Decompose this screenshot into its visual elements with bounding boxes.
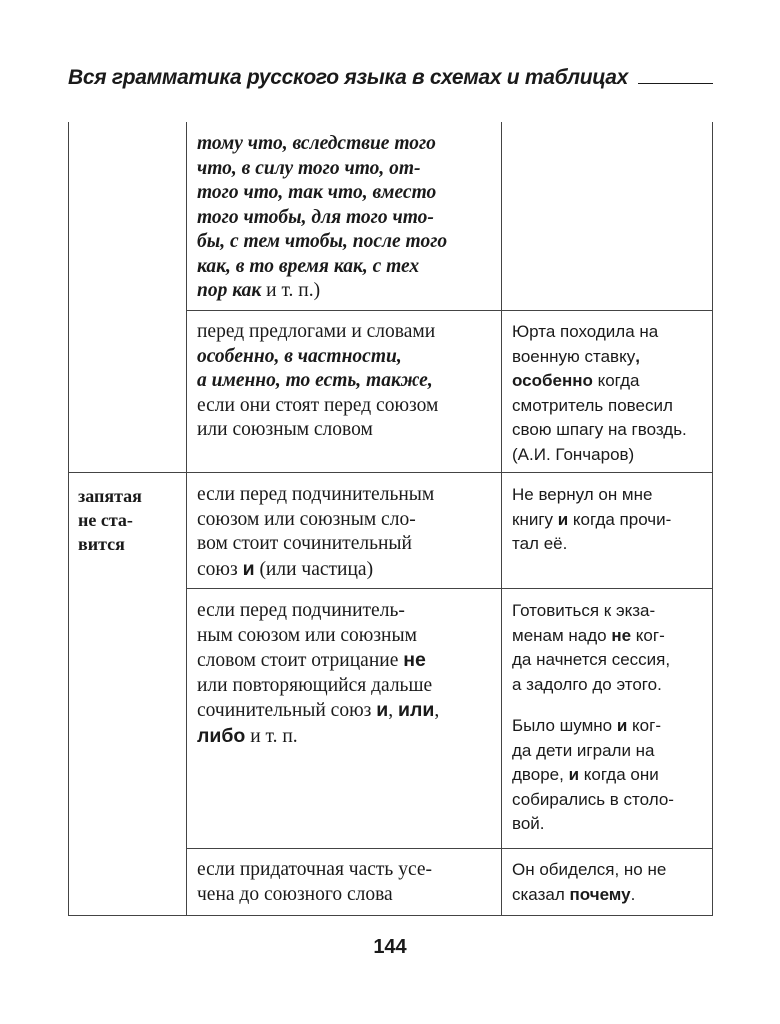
example-cell xyxy=(512,320,710,467)
example-cell xyxy=(512,858,710,907)
rule-line: или союзным словом xyxy=(197,419,373,440)
rule-text: не xyxy=(403,649,426,671)
example-text: , xyxy=(635,346,640,366)
example-text: особенно xyxy=(512,371,593,390)
rule-text: или xyxy=(397,699,435,721)
grammar-table xyxy=(68,122,713,916)
example-text: ког- xyxy=(631,625,665,645)
section-label-line: не ста- xyxy=(78,510,133,530)
example-line xyxy=(512,714,710,739)
example-cell xyxy=(512,599,710,837)
example-text: ког- xyxy=(627,716,661,735)
example-text: менам надо xyxy=(512,625,612,645)
example-line xyxy=(512,624,710,649)
example-line: да начнется сессия, xyxy=(512,650,671,669)
example-cell xyxy=(512,483,710,557)
example-line: собирались в столо- xyxy=(512,789,674,809)
section-label-line: вится xyxy=(78,534,125,554)
example-line: Не вернул он мне xyxy=(512,485,653,504)
example-text: почему xyxy=(569,884,631,904)
example-text: сказал xyxy=(512,884,570,904)
rule-line: особенно, в частности, xyxy=(197,345,402,367)
rule-line: что, в силу того что, от- xyxy=(197,157,421,179)
rule-line xyxy=(197,724,497,750)
rule-text: и т. п.) xyxy=(261,280,321,301)
table-divider-col2 xyxy=(501,122,502,916)
rule-text: сочинительный союз xyxy=(197,700,377,721)
rule-line: тому что, вследствие того xyxy=(197,133,436,154)
rule-text: словом стоит отрицание xyxy=(197,650,404,671)
example-line: Готовиться к экза- xyxy=(512,601,656,620)
rule-cell xyxy=(197,483,497,582)
example-line xyxy=(512,508,710,533)
rule-line: а именно, то есть, также, xyxy=(197,370,433,391)
book-title: Вся грамматика русского языка в схемах и таблицах xyxy=(68,66,629,89)
rule-line: ным союзом или союзным xyxy=(197,624,417,646)
example-text: . xyxy=(630,884,636,904)
example-line xyxy=(512,345,710,370)
rule-text: , xyxy=(434,700,440,721)
example-text: и xyxy=(568,765,580,784)
rule-text: , xyxy=(388,700,398,721)
rule-cell xyxy=(197,599,497,749)
rule-line: союзом или союзным сло- xyxy=(197,508,416,530)
section-label xyxy=(78,484,182,556)
rule-line: если перед подчинительным xyxy=(197,484,435,505)
rule-line: если они стоят перед союзом xyxy=(197,394,439,416)
rule-text: либо xyxy=(197,724,246,747)
example-line: Юрта походила на xyxy=(512,322,659,341)
example-text: когда они xyxy=(579,765,659,784)
example-line: Он обиделся, но не xyxy=(512,860,667,879)
example-text: военную ставку xyxy=(512,346,636,366)
example-line xyxy=(512,369,710,394)
rule-cell xyxy=(197,858,497,907)
example-text: когда xyxy=(592,371,640,390)
example-line xyxy=(512,883,710,908)
example-text: Было шумно xyxy=(512,716,617,735)
table-border-left xyxy=(68,122,69,916)
rule-line: бы, с тем чтобы, после того xyxy=(197,231,448,252)
rule-text: пор как xyxy=(197,280,262,301)
example-line: смотритель повесил xyxy=(512,395,673,415)
rule-line xyxy=(197,698,497,724)
table-border-bottom xyxy=(68,915,713,916)
running-header xyxy=(68,60,713,90)
example-line: да дети играли на xyxy=(512,740,655,760)
rule-line: как, в то время как, с тех xyxy=(197,255,420,277)
rule-cell xyxy=(197,320,497,443)
rule-line: перед предлогами и словами xyxy=(197,321,436,342)
table-border-right xyxy=(712,122,713,916)
rule-line: если придаточная часть усе- xyxy=(197,859,432,880)
rule-line: или повторяющийся дальше xyxy=(197,674,433,696)
rule-line: если перед подчинитель- xyxy=(197,600,405,621)
section-label-line: запятая xyxy=(78,486,142,506)
row-divider xyxy=(186,848,713,849)
example-text: и xyxy=(616,716,628,735)
example-text: когда прочи- xyxy=(568,509,672,529)
example-text: не xyxy=(611,625,632,645)
example-text: книгу xyxy=(512,509,558,529)
rule-line: того что, так что, вместо xyxy=(197,182,437,203)
example-spacer xyxy=(512,697,710,714)
rule-line xyxy=(197,557,497,583)
rule-line xyxy=(197,279,497,304)
rule-text: союз xyxy=(197,558,243,580)
rule-text: (или частица) xyxy=(254,558,374,580)
rule-text: и xyxy=(242,557,255,580)
example-line: свою шпагу на гвоздь. xyxy=(512,420,687,439)
example-line: вой. xyxy=(512,814,545,833)
example-line xyxy=(512,763,710,788)
row-divider xyxy=(186,310,713,311)
rule-line xyxy=(197,648,497,674)
rule-cell xyxy=(197,132,497,304)
example-text: дворе, xyxy=(512,765,569,784)
rule-line: того чтобы, для того что- xyxy=(197,206,434,228)
example-line: тал её. xyxy=(512,534,568,553)
example-text: и xyxy=(557,509,569,529)
header-rule xyxy=(638,83,713,84)
rule-text: и т. п. xyxy=(245,725,298,747)
rule-text: и xyxy=(376,699,389,721)
row-divider xyxy=(186,588,713,589)
row-divider xyxy=(68,472,713,473)
rule-line: вом стоит сочинительный xyxy=(197,533,412,554)
rule-line: чена до союзного слова xyxy=(197,883,393,905)
example-line: а задолго до этого. xyxy=(512,674,662,694)
table-divider-col1 xyxy=(186,122,187,916)
page-number: 144 xyxy=(373,936,407,958)
example-line: (А.И. Гончаров) xyxy=(512,444,635,464)
